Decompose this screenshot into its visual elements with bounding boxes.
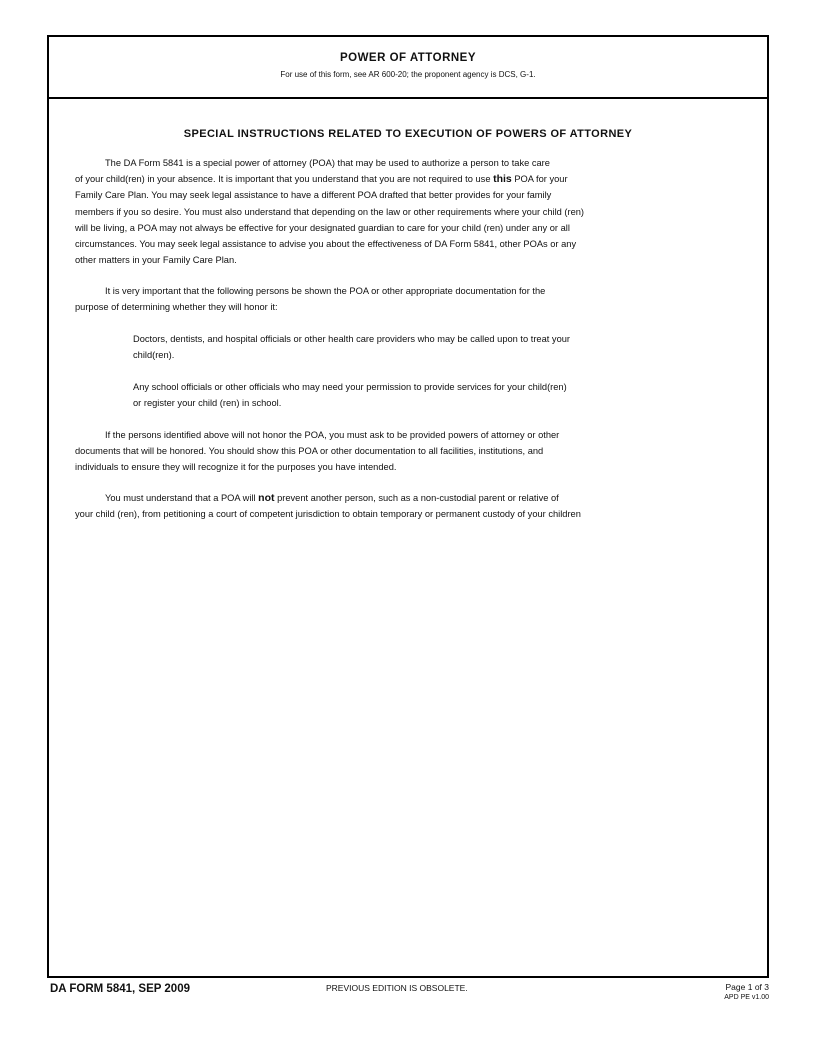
form-header xyxy=(49,37,767,99)
list-item-health-providers xyxy=(133,331,727,363)
text-line: or register your child (ren) in school. xyxy=(133,398,282,409)
text-line: purpose of determining whether they will honor it: xyxy=(75,302,278,313)
text-line: Family Care Plan. You may seek legal assistance to have a different POA drafted that better provides for your family xyxy=(75,190,552,201)
list-item-school-officials xyxy=(133,379,727,411)
text-line: circumstances. You may seek legal assistance to advise you about the effectiveness of DA Form 5841, other POAs or any xyxy=(75,239,577,250)
text-span: of your child(ren) in your absence. It is important that you understand that you are not required to use xyxy=(75,174,494,185)
text-line: other matters in your Family Care Plan. xyxy=(75,255,237,266)
paragraph-instructions xyxy=(75,155,727,268)
text-line xyxy=(75,490,727,506)
text-line: your child (ren), from petitioning a court of competent jurisdiction to obtain temporary or permanent custody of your children xyxy=(75,509,581,520)
paragraph-custody xyxy=(75,490,727,522)
text-line: will be living, a POA may not always be effective for your designated guardian to care for your child (ren) under any or all xyxy=(75,222,570,233)
emphasis-not: not xyxy=(258,492,275,504)
paragraph-not-honored xyxy=(75,427,727,476)
text-line: It is very important that the following persons be shown the POA or other appropriate documentation for the xyxy=(105,286,546,296)
text-line xyxy=(75,171,727,187)
text-line: Any school officials or other officials who may need your permission to provide services for your child(ren) xyxy=(133,382,567,392)
text-line: If the persons identified above will not honor the POA, you must ask to be provided powers of attorney or other xyxy=(105,430,560,440)
version-label: APD PE v1.00 xyxy=(724,994,769,1001)
form-identifier: DA FORM 5841, SEP 2009 xyxy=(50,983,190,995)
text-span: POA for your xyxy=(511,174,568,185)
paragraph-persons xyxy=(75,283,727,315)
text-span: You must understand that a POA will xyxy=(105,493,259,503)
text-line: members if you so desire. You must also understand that depending on the law or other requirements where your child (ren) xyxy=(75,206,585,217)
edition-notice: PREVIOUS EDITION IS OBSOLETE. xyxy=(326,983,468,993)
text-line: The DA Form 5841 is a special power of attorney (POA) that may be used to authorize a person to take care xyxy=(105,158,550,168)
text-line: documents that will be honored. You should show this POA or other documentation to all facilities, institutions, and xyxy=(75,446,544,457)
text-line: individuals to ensure they will recognize it for the purposes you have intended. xyxy=(75,462,397,473)
section-heading: SPECIAL INSTRUCTIONS RELATED TO EXECUTION OF POWERS OF ATTORNEY xyxy=(183,128,633,140)
emphasis-this: this xyxy=(493,173,512,186)
text-span: prevent another person, such as a non-custodial parent or relative of xyxy=(274,493,559,503)
form-title: POWER OF ATTORNEY xyxy=(339,52,477,64)
text-line: Doctors, dentists, and hospital officials or other health care providers who may be called upon to treat your xyxy=(133,334,571,344)
page-number: Page 1 of 3 xyxy=(725,982,769,992)
form-frame xyxy=(47,35,769,978)
form-subtitle: For use of this form, see AR 600-20; the proponent agency is DCS, G-1. xyxy=(280,70,536,79)
text-line: child(ren). xyxy=(133,350,175,361)
